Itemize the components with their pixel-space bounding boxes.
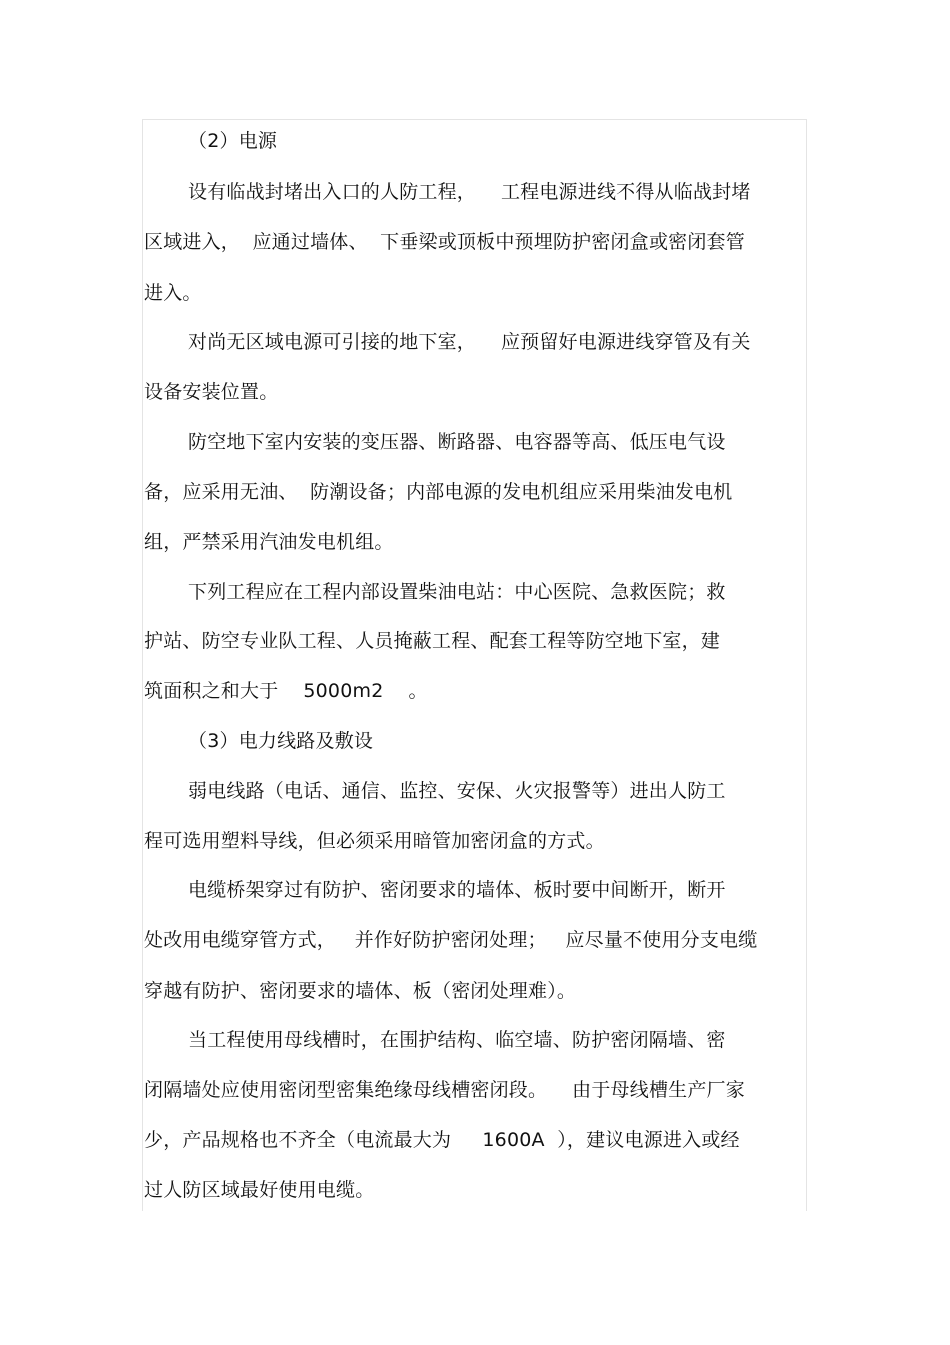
paragraph-line: 设备安装位置。 bbox=[144, 381, 279, 403]
paragraph-line: 进入。 bbox=[144, 282, 202, 304]
paragraph-line: 防空地下室内安装的变压器、断路器、电容器等高、低压电气设 bbox=[188, 431, 726, 453]
paragraph-line: 对尚无区域电源可引接的地下室， 应预留好电源进线穿管及有关 bbox=[188, 331, 751, 353]
paragraph-line: 电缆桥架穿过有防护、密闭要求的墙体、板时要中间断开，断开 bbox=[188, 879, 726, 901]
heading-power: （2）电源 bbox=[188, 130, 278, 152]
paragraph-line: 闭隔墙处应使用密闭型密集绝缘母线槽密闭段。 由于母线槽生产厂家 bbox=[144, 1079, 745, 1101]
heading-power-lines: （3）电力线路及敷设 bbox=[188, 730, 374, 752]
paragraph-line: 护站、防空专业队工程、人员掩蔽工程、配套工程等防空地下室，建 bbox=[144, 630, 721, 652]
paragraph-line: 过人防区域最好使用电缆。 bbox=[144, 1179, 375, 1201]
paragraph-line: 下列工程应在工程内部设置柴油电站：中心医院、急救医院；救 bbox=[188, 581, 726, 603]
paragraph-line: 筑面积之和大于 5000m2 。 bbox=[144, 680, 428, 702]
paragraph-line: 区域进入， 应通过墙体、 下垂梁或顶板中预埋防护密闭盒或密闭套管 bbox=[144, 231, 745, 253]
paragraph-line: 少，产品规格也不齐全（电流最大为 1600A ），建议电源进入或经 bbox=[144, 1129, 740, 1151]
paragraph-line: 当工程使用母线槽时，在围护结构、临空墙、防护密闭隔墙、密 bbox=[188, 1029, 726, 1051]
paragraph-line: 设有临战封堵出入口的人防工程， 工程电源进线不得从临战封堵 bbox=[188, 181, 751, 203]
paragraph-line: 程可选用塑料导线，但必须采用暗管加密闭盒的方式。 bbox=[144, 830, 605, 852]
paragraph-line: 备，应采用无油、 防潮设备；内部电源的发电机组应采用柴油发电机 bbox=[144, 481, 733, 503]
paragraph-line: 处改用电缆穿管方式， 并作好防护密闭处理； 应尽量不使用分支电缆 bbox=[144, 929, 758, 951]
paragraph-line: 穿越有防护、密闭要求的墙体、板（密闭处理难）。 bbox=[144, 980, 577, 1002]
paragraph-line: 弱电线路（电话、通信、监控、安保、火灾报警等）进出人防工 bbox=[188, 780, 726, 802]
paragraph-line: 组，严禁采用汽油发电机组。 bbox=[144, 531, 394, 553]
